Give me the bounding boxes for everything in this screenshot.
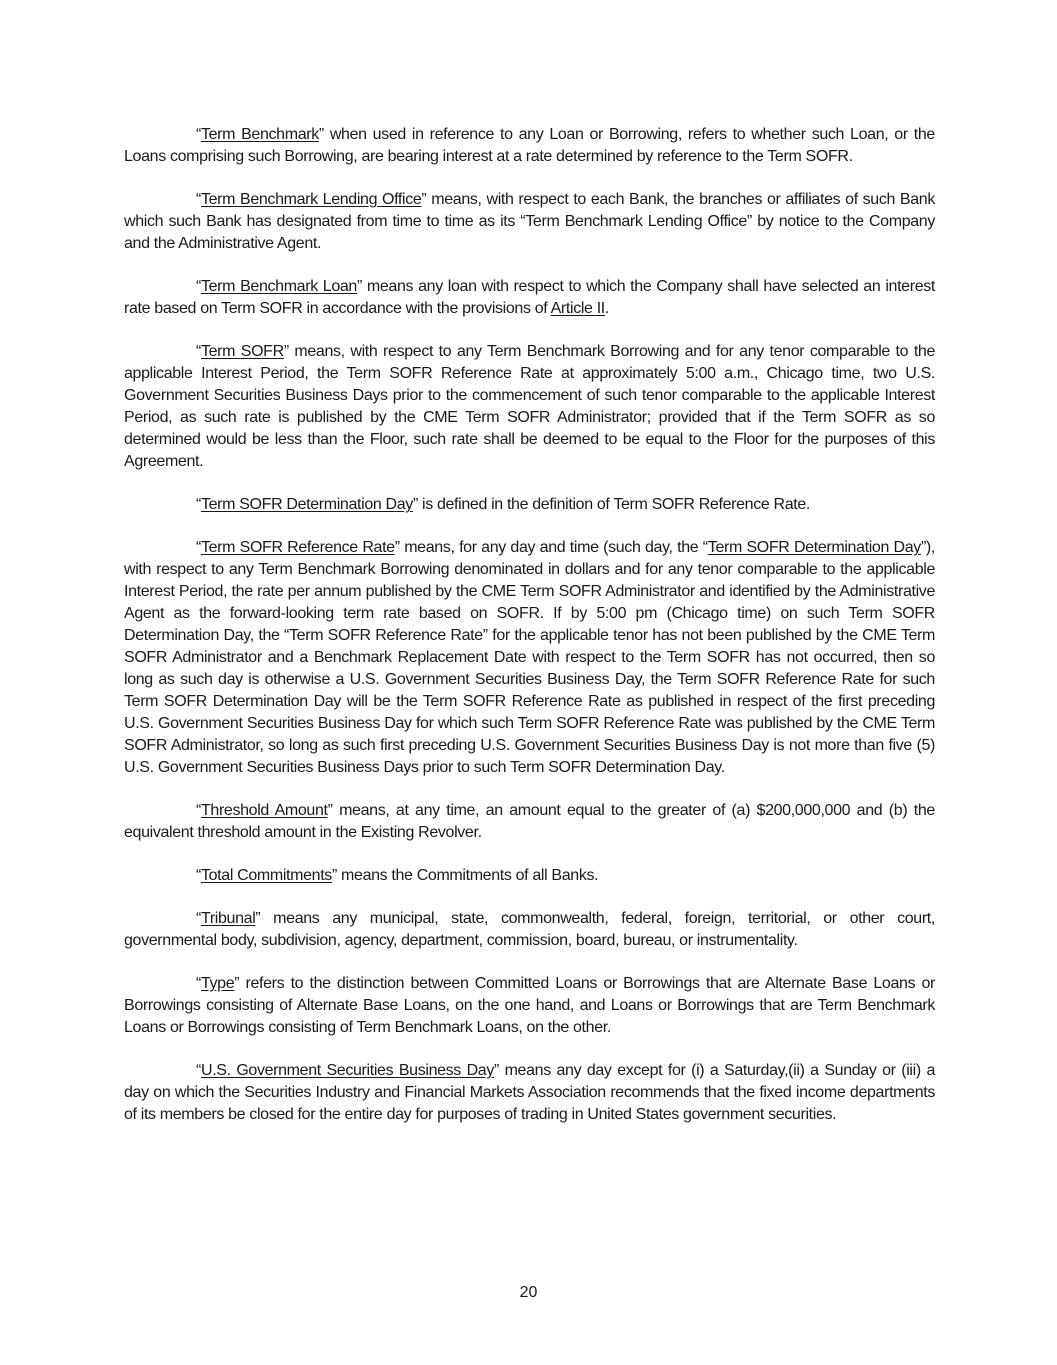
defined-term: Tribunal xyxy=(200,910,256,927)
definition-text: “ xyxy=(196,867,201,884)
definition-text: “ xyxy=(196,343,201,360)
definition-paragraph xyxy=(124,494,935,516)
definition-text: “ xyxy=(196,975,201,992)
definition-paragraph xyxy=(124,276,935,320)
definition-text: ” is defined in the definition of Term SOFR Reference Rate. xyxy=(412,496,810,513)
definition-text: “ xyxy=(196,910,201,927)
defined-term: U.S. Government Securities Business Day xyxy=(200,1062,494,1079)
definition-text: “ xyxy=(196,496,201,513)
defined-term: Term SOFR xyxy=(200,343,284,360)
definition-text: ” means any municipal, state, commonwealth, federal, foreign, territorial, or other court, governmental body, subdivision, agency, department, commission, board, bureau, or instrumentality. xyxy=(124,910,935,949)
definition-text: “ xyxy=(196,539,201,556)
definition-paragraph xyxy=(124,189,935,255)
definition-text: ” means, at any time, an amount equal to the greater of (a) $200,000,000 and (b) the equivalent threshold amount in the Existing Revolver. xyxy=(124,802,935,841)
definition-paragraph xyxy=(124,800,935,844)
definition-text: ” means, for any day and time (such day, the “ xyxy=(394,539,708,556)
defined-term: Type xyxy=(200,975,235,992)
definition-text: ” means, with respect to each Bank, the branches or affiliates of such Bank which such Bank has designated from time to time as its “Term Benchmark Lending Office” by notice to the Company and the Administrative Agent. xyxy=(124,191,935,252)
defined-term: Total Commitments xyxy=(200,867,332,884)
definition-text: . xyxy=(604,300,609,317)
document-page xyxy=(124,124,935,1147)
definition-text: ” means any loan with respect to which the Company shall have selected an interest rate based on Term SOFR in accordance with the provisions of xyxy=(124,278,935,317)
page-number: 20 xyxy=(519,1284,538,1301)
definition-text: ” means the Commitments of all Banks. xyxy=(331,867,599,884)
definition-paragraph xyxy=(124,1060,935,1126)
definition-text: “ xyxy=(196,802,201,819)
defined-term: Term Benchmark xyxy=(200,126,319,143)
definition-text: ” when used in reference to any Loan or Borrowing, refers to whether such Loan, or the Loans comprising such Borrowing, are bearing interest at a rate determined by reference to the Term SOFR. xyxy=(124,126,935,165)
definition-paragraph xyxy=(124,865,935,887)
definition-text: “ xyxy=(196,126,201,143)
definition-paragraph xyxy=(124,537,935,779)
definition-text: “ xyxy=(196,1062,201,1079)
defined-term: Term SOFR Determination Day xyxy=(200,496,413,513)
defined-term: Threshold Amount xyxy=(200,802,328,819)
definition-text: ”), with respect to any Term Benchmark Borrowing denominated in dollars and for any tenor comparable to the applicable Interest Period, the rate per annum published by the CME Term SOFR Administrator and identified by the Administrative Agent as the forward-looking term rate based on SOFR. If by 5:00 pm (Chicago time) on such Term SOFR Determination Day, the “Term SOFR Reference Rate” for the applicable tenor has not been published by the CME Term SOFR Administrator and a Benchmark Replacement Date with respect to the Term SOFR has not occurred, then so long as such day is otherwise a U.S. Government Securities Business Day, the Term SOFR Reference Rate for such Term SOFR Determination Day will be the Term SOFR Reference Rate as published in respect of the first preceding U.S. Government Securities Business Day for which such Term SOFR Reference Rate was published by the CME Term SOFR Administrator, so long as such first preceding U.S. Government Securities Business Day is not more than five (5) U.S. Government Securities Business Days prior to such Term SOFR Determination Day. xyxy=(124,539,935,776)
definition-paragraph xyxy=(124,908,935,952)
defined-term: Term SOFR Determination Day xyxy=(707,539,921,556)
defined-term: Term SOFR Reference Rate xyxy=(200,539,395,556)
defined-term: Article II xyxy=(550,300,605,317)
definition-text: “ xyxy=(196,278,201,295)
definition-paragraph xyxy=(124,124,935,168)
definition-text: ” means, with respect to any Term Benchmark Borrowing and for any tenor comparable to the applicable Interest Period, the Term SOFR Reference Rate at approximately 5:00 a.m., Chicago time, two U.S. Government Securities Business Days prior to the commencement of such tenor comparable to the applicable Interest Period, as such rate is published by the CME Term SOFR Administrator; provided that if the Term SOFR as so determined would be less than the Floor, such rate shall be deemed to be equal to the Floor for the purposes of this Agreement. xyxy=(124,343,936,470)
defined-term: Term Benchmark Loan xyxy=(200,278,357,295)
definition-text: “ xyxy=(196,191,201,208)
definition-text: ” means any day except for (i) a Saturday,(ii) a Sunday or (iii) a day on which the Securities Industry and Financial Markets Association recommends that the fixed income departments of its members be closed for the entire day for purposes of trading in United States government securities. xyxy=(124,1062,935,1123)
defined-term: Term Benchmark Lending Office xyxy=(200,191,422,208)
definition-text: ” refers to the distinction between Committed Loans or Borrowings that are Alternate Base Loans or Borrowings consisting of Alternate Base Loans, on the one hand, and Loans or Borrowings that are Term Benchmark Loans or Borrowings consisting of Term Benchmark Loans, on the other. xyxy=(124,975,935,1036)
definition-paragraph xyxy=(124,973,935,1039)
definition-paragraph xyxy=(124,341,935,473)
